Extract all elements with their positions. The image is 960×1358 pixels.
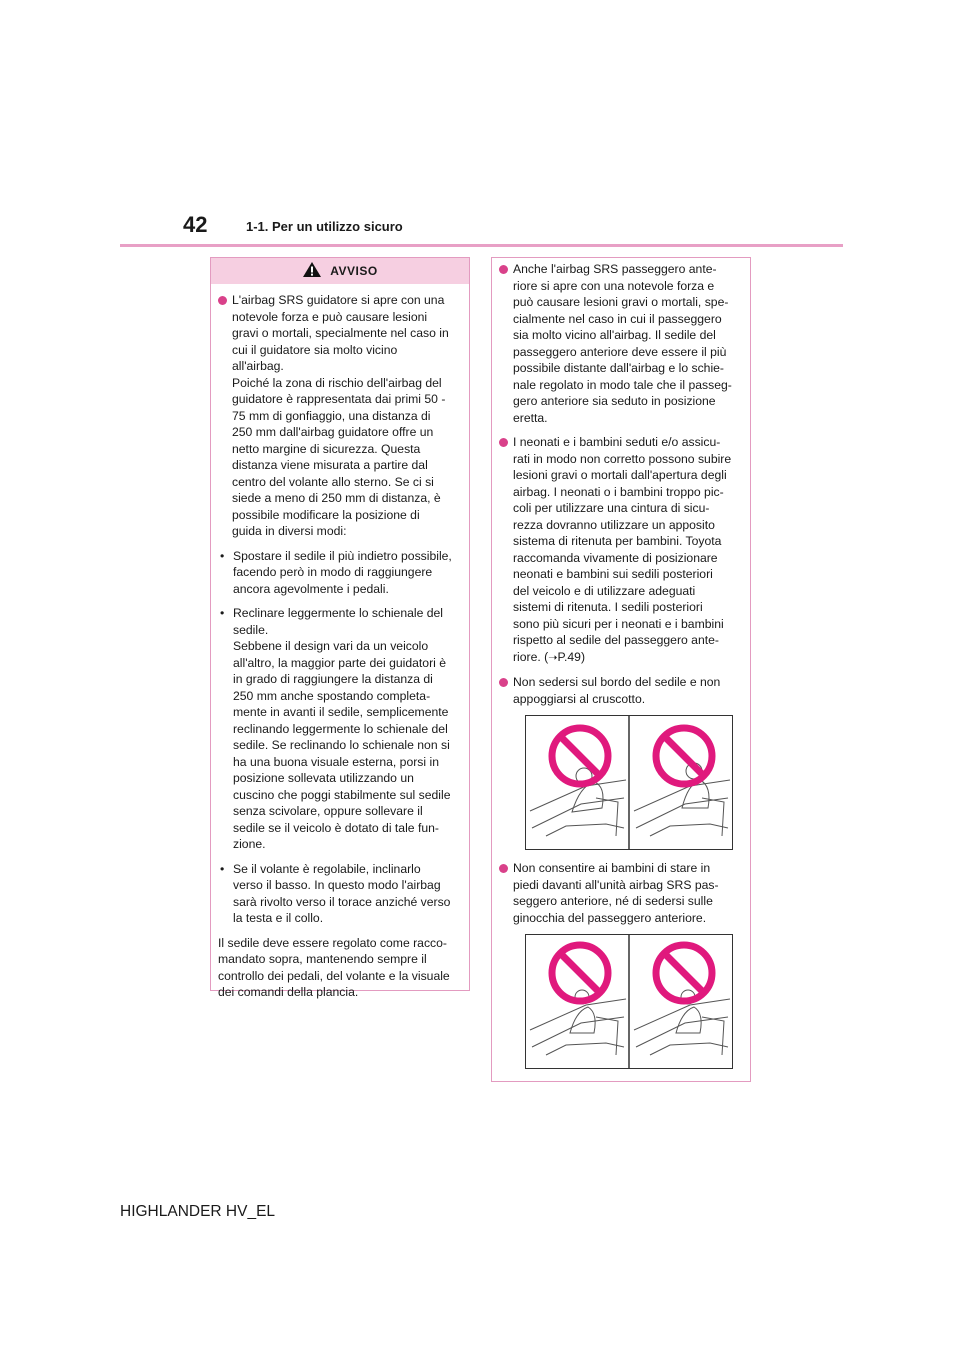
warning-sub-item-text: Se il volante è regolabile, inclinarlo verso il basso. In questo modo l'airbag sarà rivolto verso il torace anziché verso la testa e il collo. (233, 861, 451, 925)
warning-item (499, 860, 740, 926)
warning-body (211, 284, 469, 1001)
warning-sub-item (218, 548, 459, 598)
warning-sub-item (218, 605, 459, 853)
warning-sub-item-text: Reclinare leggermente lo schienale del sedile. Sebbene il design vari da un veicolo all'altro, la maggior parte dei guidatori è in grado di raggiungere la distanza di 250 mm anche spostando completa- mente in avanti il sedile, semplicemente reclinando leggermente lo schienale del sedile. Se reclinando lo schienale non si ha una buona visuale esterna, porsi in posizione sollevata utilizzando un cuscino che poggi stabilmente sul sedile senza scivolare, oppure sollevare il sedile se il veicolo è dotato di tale fun- zione. (233, 606, 451, 851)
prohibition-icon (552, 728, 608, 784)
page-number: 42 (183, 212, 208, 237)
bullet-icon: • (220, 548, 225, 563)
bullet-dot-icon (499, 438, 508, 447)
prohibition-icon (656, 945, 712, 1001)
warning-header (211, 258, 469, 284)
illustration-child-standing-in-front (525, 934, 733, 1069)
header-rule (120, 244, 843, 247)
bullet-dot-icon (218, 296, 227, 305)
warning-item-text: Non consentire ai bambini di stare in piedi davanti all'unità airbag SRS pas- seggero anteriore, né di sedersi sulle ginocchia del passeggero anteriore. (513, 861, 719, 925)
warning-label: AVVISO (330, 264, 378, 278)
warning-item (499, 434, 740, 666)
page-reference-close: ) (580, 649, 585, 664)
bullet-dot-icon (499, 265, 508, 274)
warning-item (499, 261, 740, 426)
warning-closing-text: Il sedile deve essere regolato come racco- mandato sopra, mantenendo sempre il controllo dei pedali, del volante e la visuale dei comandi della plancia. (218, 935, 450, 999)
bullet-dot-icon (499, 678, 508, 687)
warning-sub-item-text: Spostare il sedile il più indietro possibile, facendo però in modo di raggiungere ancora agevolmente i pedali. (233, 548, 452, 596)
prohibition-icon (552, 945, 608, 1001)
warning-body-continued (492, 258, 750, 1069)
bullet-icon: • (220, 606, 225, 620)
warning-item-text: Non sedersi sul bordo del sedile e non appoggiarsi al cruscotto. (513, 675, 721, 706)
arrow-right-icon: ➝ (548, 651, 558, 664)
warning-box-continued (491, 257, 751, 1082)
warning-triangle-icon (302, 261, 322, 281)
bullet-dot-icon (499, 864, 508, 873)
page-reference-link[interactable]: P.49 (557, 649, 581, 664)
warning-box (210, 257, 470, 999)
illustration-sitting-on-seat-edge (525, 715, 733, 850)
footer-model-name: HIGHLANDER HV_EL (120, 1203, 276, 1220)
prohibition-icon (656, 728, 712, 784)
warning-item-text: Anche l'airbag SRS passeggero ante- riore si apre con una notevole forza e può causare lesioni gravi o mortali, spe- cialmente nel caso in cui il passeggero sia molto vicino all'airbag. Il sedile del passeggero anteriore deve essere il più possibile distante dall'airbag e lo schie- nale regolato in modo tale che il passeg- gero anteriore sia seduto in posizione eretta. (513, 262, 732, 425)
warning-sub-item (218, 861, 459, 927)
warning-item (499, 674, 740, 707)
bullet-icon: • (220, 861, 225, 876)
section-title: 1-1. Per un utilizzo sicuro (246, 219, 403, 234)
warning-item (218, 292, 459, 540)
warning-item-text: L'airbag SRS guidatore si apre con una notevole forza e può causare lesioni gravi o mortali, specialmente nel caso in cui il guidatore sia molto vicino all'airbag. Poiché la zona di rischio dell'airbag del guidatore è rappresentata dai primi 50 - 75 mm di gonfiaggio, una distanza di 250 mm dall'airbag guidatore offre un netto margine di sicurezza. Questa distanza viene misurata a partire dal centro del volante allo sterno. Se ci si siede a meno di 250 mm di distanza, è possibile modificare la posizione di guida in diversi modi: (232, 293, 449, 538)
warning-item-text: I neonati e i bambini seduti e/o assicu- rati in modo non corretto possono subire lesioni gravi o mortali dall'apertura degli airbag. I neonati o i bambini troppo pic- coli per utilizzare una cintura di sicu- rezza dovranno utilizzare un apposito sistema di ritenuta per bambini. Toyota raccomanda vivamente di posizionare neonati e bambini sui sedili posteriori del veicolo e di utilizzare adeguati sistemi di ritenuta. I sedili posteriori sono più sicuri per i neonati e i bambini rispetto al sedile del passeggero ante- riore. ( (513, 435, 732, 664)
